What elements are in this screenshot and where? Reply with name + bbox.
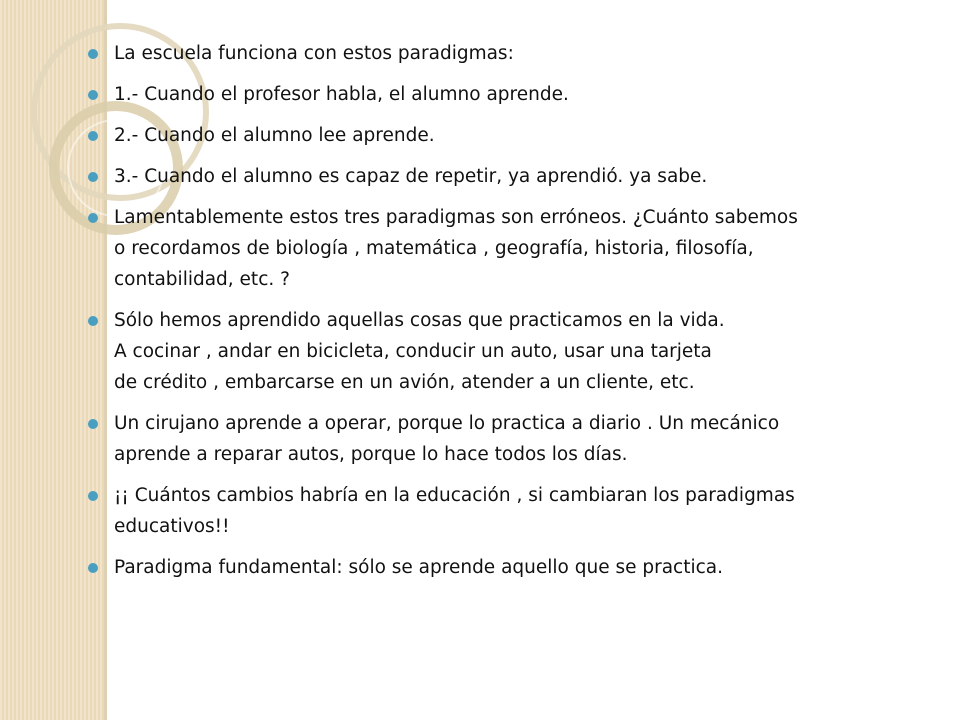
bullet-item: [88, 552, 938, 583]
bullet-item: [88, 161, 938, 192]
bullet-item: [88, 120, 938, 151]
bullet-dot-icon: [88, 491, 98, 501]
bullet-item: [88, 202, 938, 295]
bullet-dot-icon: [88, 563, 98, 573]
bullet-dot-icon: [88, 213, 98, 223]
bullet-item: [88, 79, 938, 110]
bullet-dot-icon: [88, 90, 98, 100]
bullet-dot-icon: [88, 172, 98, 182]
bullet-text: Sólo hemos aprendido aquellas cosas que practicamos en la vida. A cocinar , andar en bicicleta, conducir un auto, usar una tarjeta de crédito , embarcarse en un avión, atender a un cliente, etc.: [114, 310, 725, 393]
bullet-text: 2.- Cuando el alumno lee aprende.: [114, 125, 435, 146]
bullet-item: [88, 38, 938, 69]
bullet-dot-icon: [88, 316, 98, 326]
bullet-text: 1.- Cuando el profesor habla, el alumno aprende.: [114, 84, 569, 105]
bullet-dot-icon: [88, 419, 98, 429]
bullet-text: Lamentablemente estos tres paradigmas son erróneos. ¿Cuánto sabemos o recordamos de biología , matemática , geografía, historia, filosofía, contabilidad, etc. ?: [114, 207, 798, 290]
bullet-item: [88, 480, 938, 542]
bullet-text: Paradigma fundamental: sólo se aprende aquello que se practica.: [114, 557, 724, 578]
bullet-dot-icon: [88, 49, 98, 59]
bullet-list: [88, 38, 938, 593]
bullet-dot-icon: [88, 131, 98, 141]
bullet-item: [88, 408, 938, 470]
bullet-text: Un cirujano aprende a operar, porque lo practica a diario . Un mecánico aprende a reparar autos, porque lo hace todos los días.: [114, 413, 780, 465]
bullet-text: La escuela funciona con estos paradigmas:: [114, 43, 514, 64]
bullet-item: [88, 305, 938, 398]
bullet-text: ¡¡ Cuántos cambios habría en la educación , si cambiaran los paradigmas educativos!!: [114, 485, 795, 537]
bullet-text: 3.- Cuando el alumno es capaz de repetir, ya aprendió. ya sabe.: [114, 166, 708, 187]
